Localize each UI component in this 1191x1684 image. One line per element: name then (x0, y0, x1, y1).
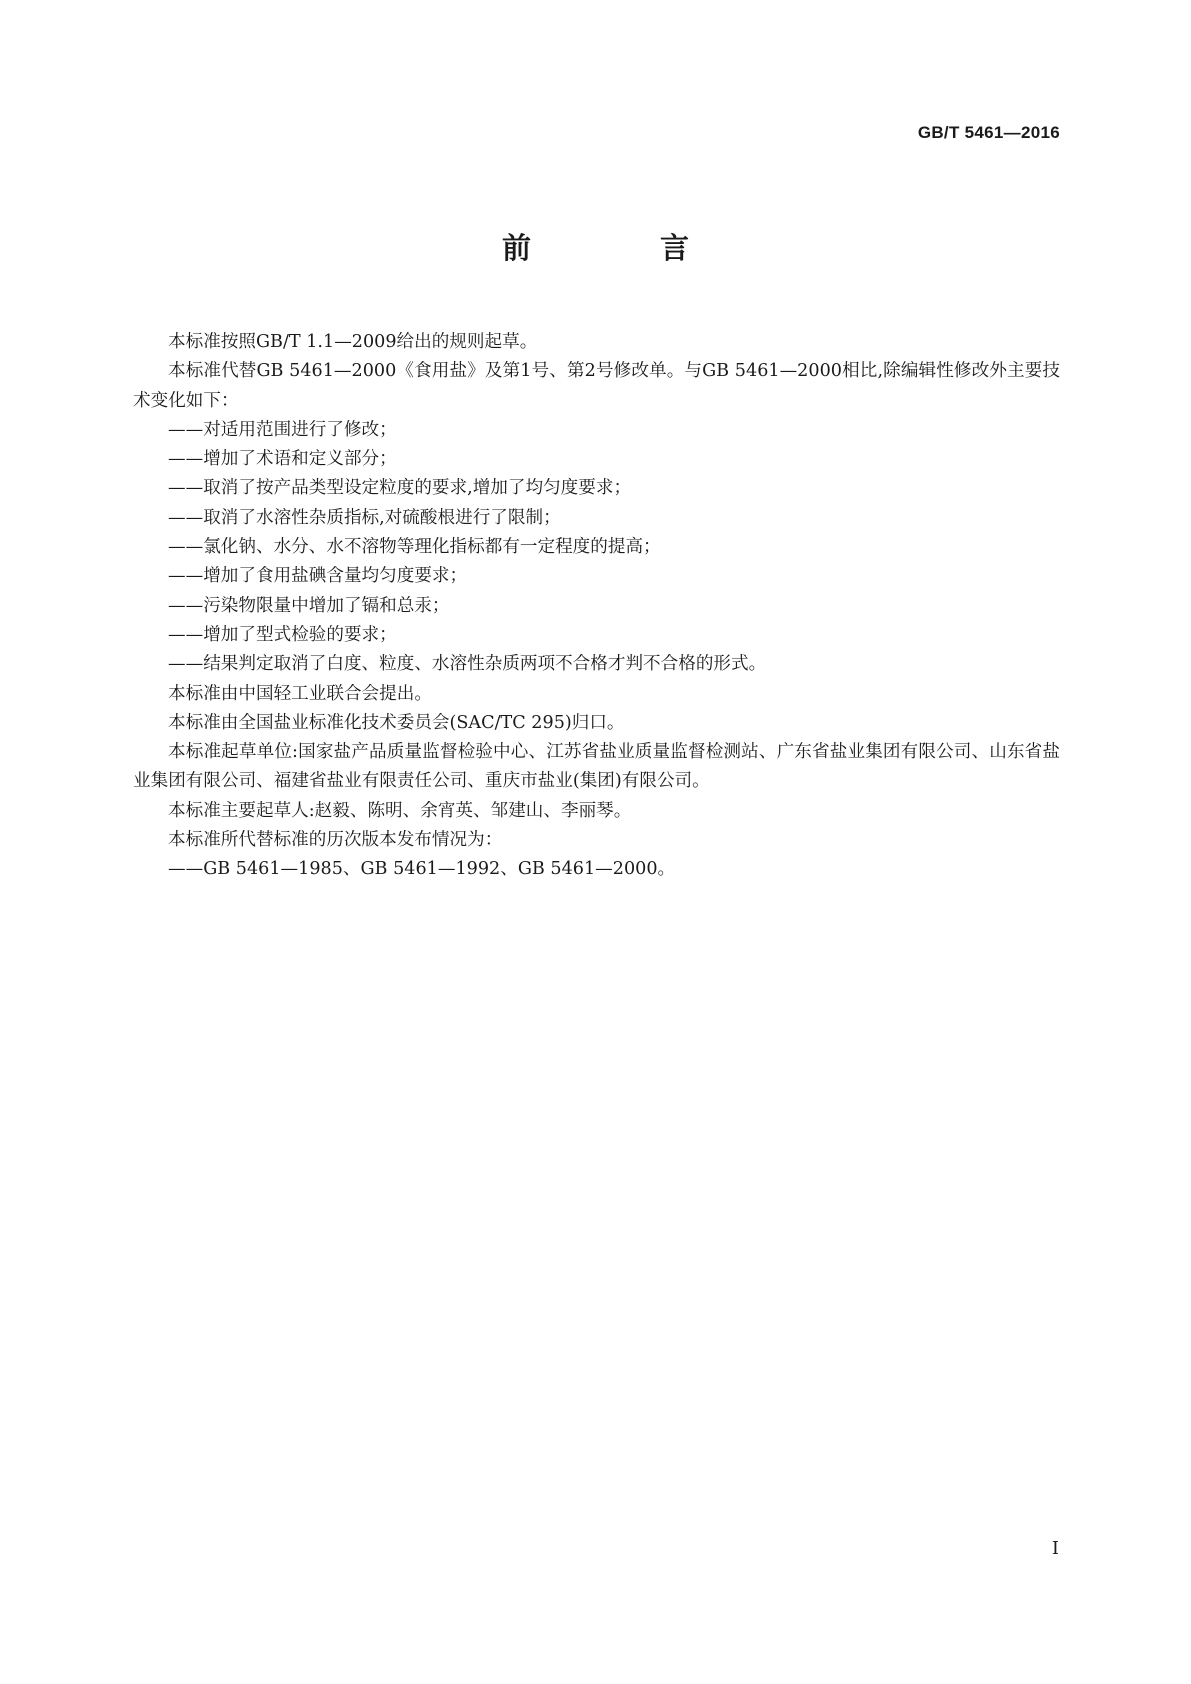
change-item: ——氯化钠、水分、水不溶物等理化指标都有一定程度的提高； (168, 537, 661, 558)
paragraph-drafting-units: 本标准起草单位:国家盐产品质量监督检验中心、江苏省盐业质量监督检测站、广东省盐业集团有限公司、山东省盐业集团有限公司、福建省盐业有限责任公司、重庆市盐业(集团)有限公司。 (133, 742, 1060, 792)
change-item: ——取消了按产品类型设定粒度的要求,增加了均匀度要求； (168, 478, 632, 499)
foreword-content (133, 328, 1060, 885)
change-item: ——对适用范围进行了修改； (168, 419, 397, 440)
page-number: I (1051, 1538, 1059, 1559)
change-item: ——增加了术语和定义部分； (168, 449, 397, 470)
paragraph-proposer: 本标准由中国轻工业联合会提出。 (168, 683, 432, 704)
paragraph-history-intro: 本标准所代替标准的历次版本发布情况为： (168, 830, 503, 851)
paragraph-replacement: 本标准代替GB 5461—2000《食用盐》及第1号、第2号修改单。与GB 5461—2000相比,除编辑性修改外主要技术变化如下： (133, 361, 1060, 411)
change-item: ——增加了食用盐碘含量均匀度要求； (168, 566, 468, 587)
paragraph-drafting-rules: 本标准按照GB/T 1.1—2009给出的规则起草。 (168, 332, 538, 352)
change-item: ——增加了型式检验的要求； (168, 624, 397, 645)
standard-code: GB/T 5461—2016 (917, 123, 1060, 142)
paragraph-drafters: 本标准主要起草人:赵毅、陈明、余宵英、邹建山、李丽琴。 (168, 800, 632, 821)
paragraph-committee: 本标准由全国盐业标准化技术委员会(SAC/TC 295)归口。 (168, 712, 625, 733)
change-item: ——结果判定取消了白度、粒度、水溶性杂质两项不合格才判不合格的形式。 (168, 654, 767, 675)
change-item: ——取消了水溶性杂质指标,对硫酸根进行了限制； (168, 507, 561, 528)
page-title: 前 言 (501, 231, 739, 265)
change-item: ——污染物限量中增加了镉和总汞； (168, 595, 450, 616)
history-item: ——GB 5461—1985、GB 5461—1992、GB 5461—2000。 (168, 859, 676, 880)
